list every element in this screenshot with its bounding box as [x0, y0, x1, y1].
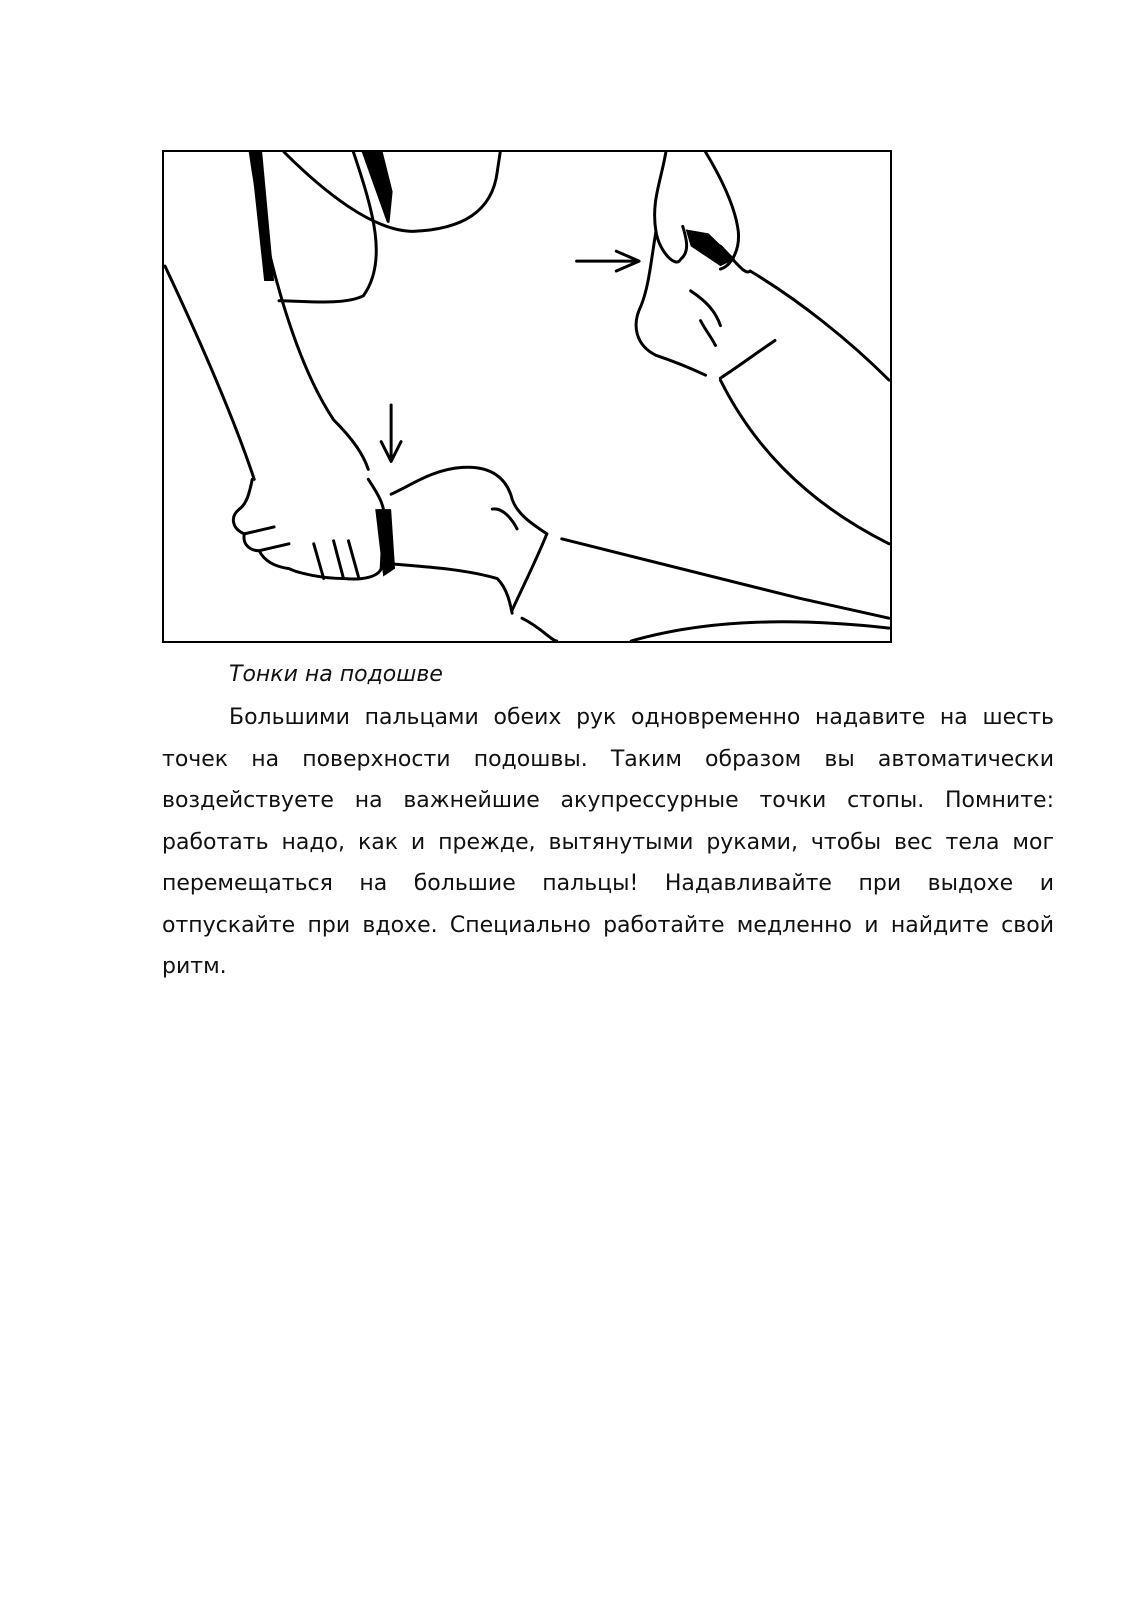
sock-band-icon: [512, 534, 547, 610]
figure-caption: Тонки на подошве: [229, 662, 443, 687]
upper-sock-band-icon: [720, 340, 775, 378]
upper-thumb-shadow-icon: [686, 229, 736, 266]
down-arrow-icon: [381, 405, 401, 462]
upper-leg-top-icon: [750, 271, 889, 380]
body-paragraph: Большими пальцами обеих рук одновременно надавите на шесть точек на поверхности подошвы. Таким образом вы автоматически воздействуете на важнейшие акупрессурные точки стопы. Помните: работать надо, как и прежде, вытянутыми руками, чтобы вес тела мог перемещаться на большие пальцы! Надавливайте при выдохе и отпускайте при вдохе. Специально работайте медленно и найдите свой ритм.: [162, 705, 1054, 979]
lower-foot-outline-icon: [391, 467, 547, 534]
lower-foot-sole-icon: [388, 564, 512, 614]
upper-heel-icon: [701, 321, 716, 346]
right-arrow-icon: [577, 251, 639, 271]
upper-leg-bottom-icon: [720, 380, 889, 544]
lower-leg-bottom-icon: [522, 618, 557, 641]
left-arm-inner-icon: [250, 152, 368, 469]
sleeve-shadow-icon: [363, 152, 391, 221]
left-arm-outline-icon: [165, 266, 254, 479]
thumb-shadow-icon: [375, 509, 395, 576]
upper-hand-outline-icon: [655, 152, 687, 262]
toe-detail-icon: [492, 509, 517, 529]
lower-leg-bottom2-icon: [631, 622, 889, 641]
upper-foot-outline-icon: [636, 231, 705, 375]
foot-massage-illustration: [162, 150, 892, 643]
upper-foot-inner-icon: [691, 291, 721, 326]
knee-outline-icon: [279, 152, 376, 302]
hand-outline-icon: [233, 479, 384, 579]
lower-leg-top-icon: [562, 539, 889, 618]
